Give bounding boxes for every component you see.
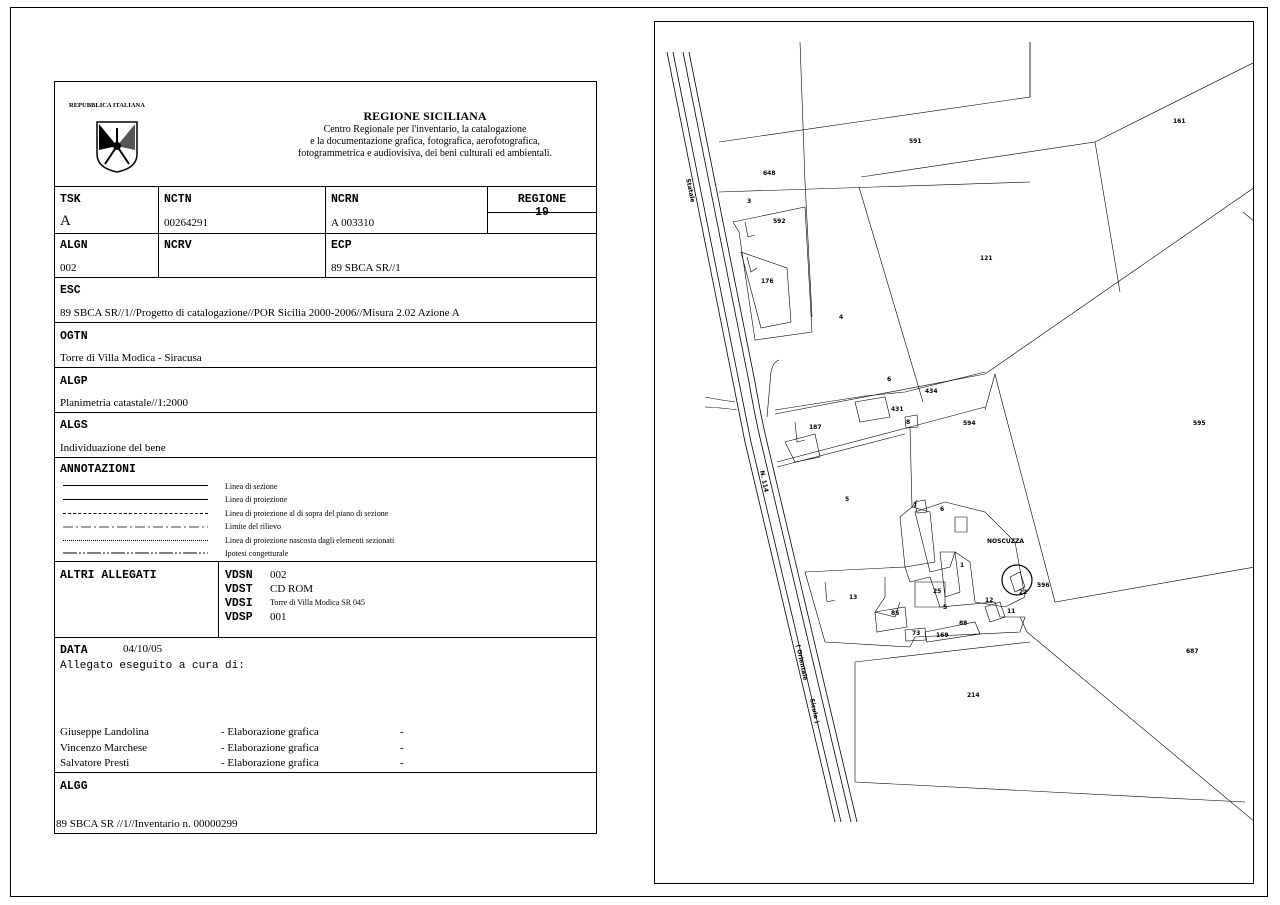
map-label: 4 — [839, 314, 844, 321]
map-label: 8 — [906, 419, 911, 426]
legend-line-nascosta — [63, 540, 208, 541]
cadastral-map — [654, 21, 1254, 884]
road-label: Sicula ) — [808, 698, 821, 725]
map-label: 12 — [985, 597, 994, 604]
map-label: 431 — [891, 406, 904, 413]
map-label: 22 — [1019, 589, 1028, 596]
cell-altri-label: ALTRI ALLEGATI — [55, 562, 219, 637]
legend-line-ipotesi — [63, 551, 208, 555]
row-algp: ALGP Planimetria catastale//1:2000 — [55, 368, 596, 413]
map-label: 5 — [943, 604, 948, 611]
row-algn — [55, 234, 596, 278]
cell-tsk: TSK A — [55, 187, 159, 233]
map-label: 5 — [845, 496, 850, 503]
row-algg: ALGG 89 SBCA SR //1//Inventario n. 00000299 — [56, 780, 238, 830]
legend-text: Ipotesi congetturale — [225, 549, 289, 558]
header-title: REGIONE SICILIANA — [363, 109, 487, 123]
map-label: 11 — [1007, 608, 1016, 615]
row-data: DATA 04/10/05 Allegato eseguito a cura di: Giuseppe Landolina - Elaborazione grafica - Vincenzo Marchese - Elaborazione grafica - Salvatore Presti - Elaborazione grafica - — [55, 638, 596, 773]
map-label: 73 — [912, 630, 921, 637]
legend-text: Limite del rilievo — [225, 522, 281, 531]
map-label: 648 — [763, 170, 776, 177]
map-label: 434 — [925, 388, 938, 395]
map-label: NOSCUZZA — [987, 538, 1025, 545]
row-altri-allegati: ALTRI ALLEGATI VDSN 002 VDST CD ROM VDSI Torre di Villa Modica SR 045 VDSP 001 — [55, 562, 596, 638]
legend-line-limite — [63, 525, 208, 529]
cell-regione: REGIONE 19 — [517, 193, 567, 219]
row-ogtn: OGTN Torre di Villa Modica - Siracusa — [55, 323, 596, 368]
legend-text: Linea di proiezione al di sopra del piano di sezione — [225, 509, 389, 518]
road-label: N. 114 — [758, 470, 770, 493]
row-annotazioni: ANNOTAZIONI Linea di sezione Linea di proiezione Linea di proiezione al di sopra del piano di sezione Limite del rilievo Linea di proiezione nascosta dagli elementi sezionati Ipotesi congetturale — [55, 458, 596, 562]
map-label: 187 — [809, 424, 822, 431]
header-subtitle: Centro Regionale per l'inventario, la catalogazione e la documentazione grafica, fotografica, aerofotografica, fotogrammetrica e audiovisiva, dei beni culturali ed ambientali. — [297, 124, 553, 159]
road-label: ( Orientale — [794, 644, 809, 682]
road-label: Statale — [684, 178, 697, 204]
legend-text: Linea di proiezione nascosta dagli elementi sezionati — [225, 536, 395, 545]
map-label: 596 — [1037, 582, 1050, 589]
cell-nctn: NCTN 00264291 — [159, 187, 326, 233]
repubblica-label: REPUBBLICA ITALIANA — [69, 102, 145, 109]
regione-box — [488, 187, 596, 213]
cell-algn: ALGN 002 — [55, 234, 159, 277]
legend-text: Linea di proiezione — [225, 495, 288, 504]
region-crest-icon — [95, 120, 139, 174]
allegato-text: Allegato eseguito a cura di: — [60, 660, 245, 672]
row-esc: ESC 89 SBCA SR//1//Progetto di catalogazione//POR Sicilia 2000-2006//Misura 2.02 Azione A — [55, 278, 596, 323]
map-label: 3 — [747, 198, 752, 205]
form-header — [55, 82, 596, 187]
map-label: 214 — [967, 692, 980, 699]
map-label: 592 — [773, 218, 786, 225]
map-label: 13 — [849, 594, 858, 601]
map-label: 7 — [913, 502, 918, 509]
map-label: 6 — [940, 506, 945, 513]
map-label: 6 — [887, 376, 892, 383]
map-label: 687 — [1186, 648, 1199, 655]
map-drawing — [655, 22, 1254, 884]
legend-line-proiezione — [63, 499, 208, 500]
cell-ncrv: NCRV — [159, 234, 326, 277]
map-label: 88 — [959, 620, 968, 627]
catalog-form — [54, 81, 597, 834]
map-label: 85 — [891, 610, 900, 617]
map-label: 594 — [963, 420, 976, 427]
map-label: 595 — [1193, 420, 1206, 427]
cell-ncrn: NCRN A 003310 — [326, 187, 488, 233]
legend-text: Linea di sezione — [225, 482, 278, 491]
map-label: 25 — [933, 588, 942, 595]
map-label: 591 — [909, 138, 922, 145]
cell-ecp: ECP 89 SBCA SR//1 — [331, 239, 401, 274]
map-label: 1 — [960, 562, 965, 569]
row-algs: ALGS Individuazione del bene — [55, 413, 596, 458]
map-label: 161 — [1173, 118, 1186, 125]
legend-line-sopra — [63, 513, 208, 514]
map-label: 176 — [761, 278, 774, 285]
legend-line-sezione — [63, 485, 208, 486]
map-label: 121 — [980, 255, 993, 262]
map-label: 169 — [936, 632, 949, 639]
